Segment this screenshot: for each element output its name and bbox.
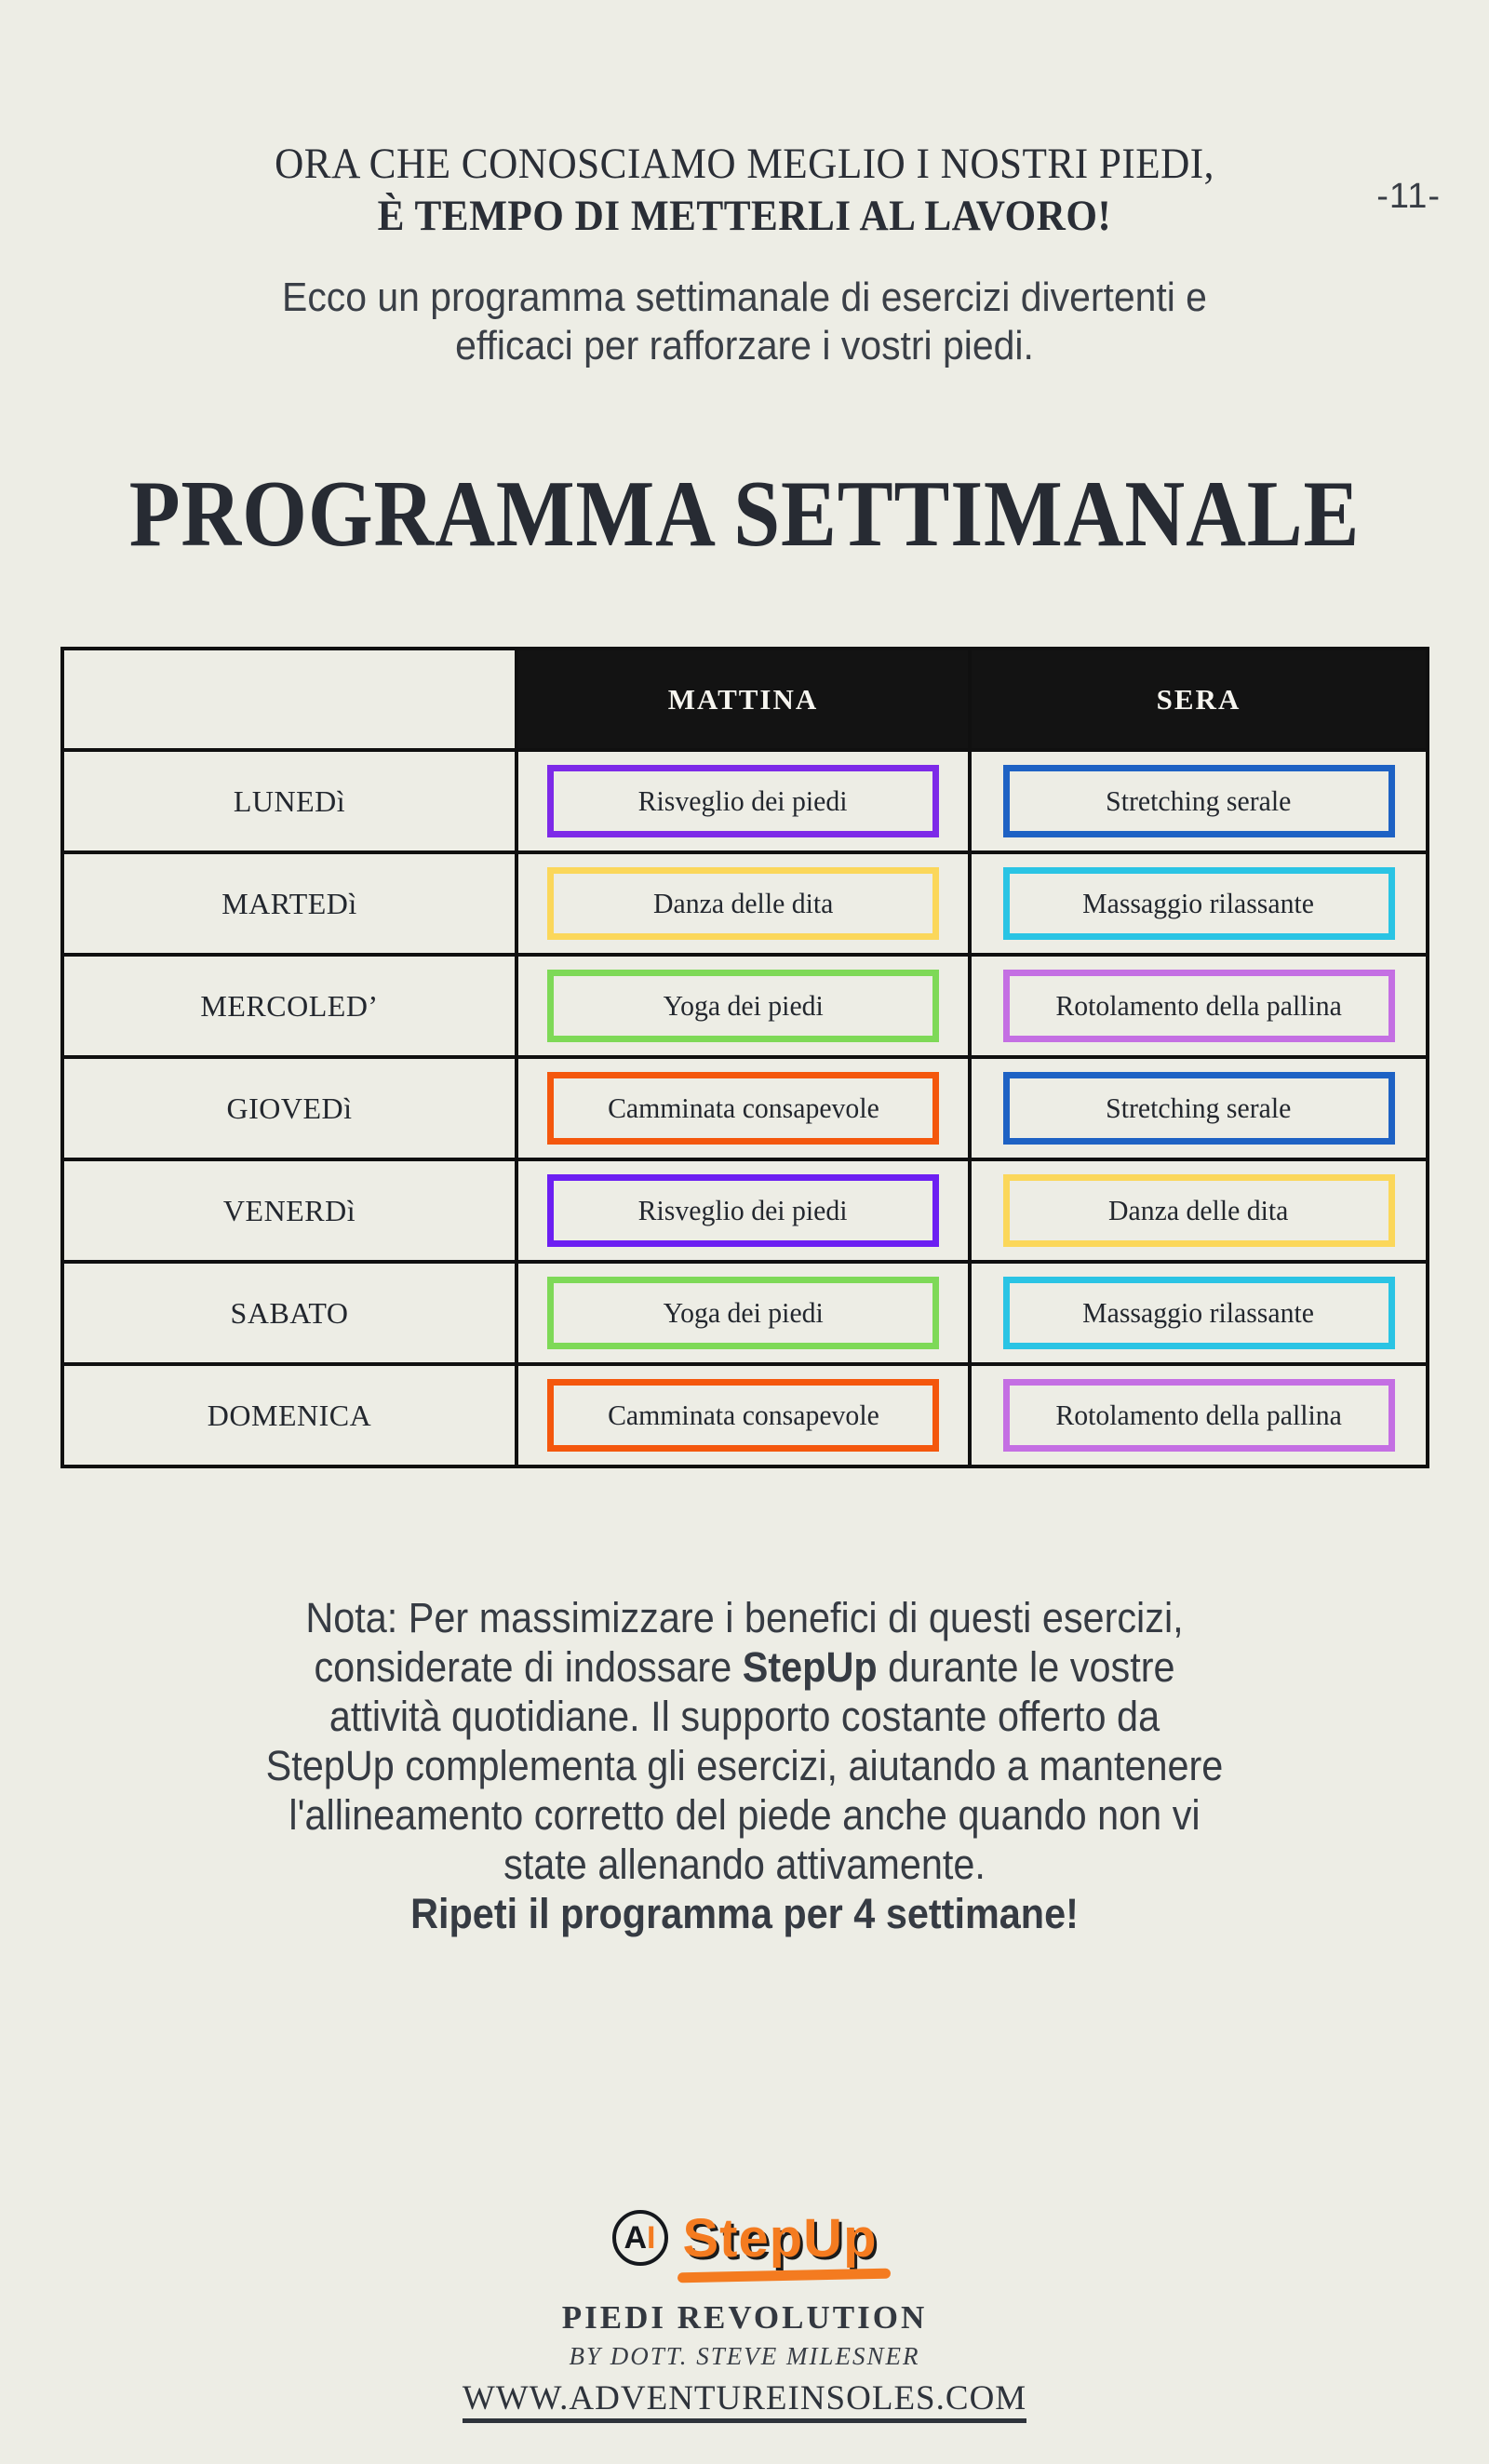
page-title: PROGRAMMA SETTIMANALE <box>128 462 1361 567</box>
note-line2-post: durante le vostre <box>877 1643 1175 1691</box>
brand-underline-stroke-icon <box>677 2268 890 2283</box>
exercise-pill <box>1003 765 1395 837</box>
exercise-label: Rotolamento della pallina <box>1055 989 1342 1022</box>
note-line2-pre: considerate di indossare <box>314 1643 743 1691</box>
morning-slot <box>516 852 970 955</box>
logo-letter-a: A <box>624 2219 648 2256</box>
note-line6: state allenando attivamente. <box>503 1841 986 1888</box>
note-line5: l'allineamento corretto del piede anche quando non vi <box>288 1791 1201 1839</box>
intro-body-line1: Ecco un programma settimanale di esercizi divertenti e <box>282 275 1207 320</box>
exercise-label: Stretching serale <box>1106 1091 1292 1124</box>
note-line3: attività quotidiane. Il supporto costante offerto da <box>329 1693 1160 1740</box>
evening-slot <box>970 1057 1428 1159</box>
day-label: MARTEDì <box>62 852 516 955</box>
morning-slot <box>516 1364 970 1466</box>
table-row-lunedi <box>62 750 1428 852</box>
day-label: LUNEDì <box>62 750 516 852</box>
website-link[interactable]: WWW.ADVENTUREINSOLES.COM <box>463 2379 1026 2423</box>
exercise-label: Danza delle dita <box>1108 1194 1289 1226</box>
exercise-label: Camminata consapevole <box>607 1091 879 1124</box>
document-page <box>0 138 1489 2464</box>
brand-logo <box>0 2201 1489 2275</box>
exercise-pill <box>547 1277 939 1349</box>
exercise-pill <box>547 1174 939 1247</box>
exercise-pill <box>1003 1277 1395 1349</box>
day-label: GIOVEDì <box>62 1057 516 1159</box>
exercise-pill <box>1003 1072 1395 1145</box>
morning-slot <box>516 750 970 852</box>
exercise-pill <box>547 970 939 1042</box>
exercise-pill <box>547 1379 939 1452</box>
intro-body-line2: efficaci per rafforzare i vostri piedi. <box>455 323 1034 368</box>
exercise-pill <box>1003 867 1395 940</box>
exercise-pill <box>1003 1379 1395 1452</box>
exercise-label: Yoga dei piedi <box>663 1296 824 1329</box>
morning-slot <box>516 955 970 1057</box>
brand-wordmark <box>683 2207 878 2270</box>
page-number: -11- <box>1376 177 1441 216</box>
brand-name: StepUp <box>682 2207 878 2269</box>
website-line <box>0 2378 1489 2418</box>
note-brand-mention: StepUp <box>742 1643 878 1691</box>
exercise-pill <box>547 867 939 940</box>
exercise-label: Risveglio dei piedi <box>638 1194 848 1226</box>
weekly-schedule-table <box>60 647 1429 1468</box>
intro-heading-line1: ORA CHE CONOSCIAMO MEGLIO I NOSTRI PIEDI, <box>275 140 1214 188</box>
table-row-sabato <box>62 1262 1428 1364</box>
day-label: MERCOLED’ <box>62 955 516 1057</box>
morning-slot <box>516 1057 970 1159</box>
table-row-domenica <box>62 1364 1428 1466</box>
exercise-label: Stretching serale <box>1106 784 1292 817</box>
day-label: VENERDì <box>62 1159 516 1262</box>
exercise-label: Camminata consapevole <box>607 1399 879 1431</box>
morning-slot <box>516 1262 970 1364</box>
intro-body <box>0 274 1489 370</box>
note-section <box>0 1593 1489 1938</box>
evening-slot <box>970 750 1428 852</box>
morning-slot <box>516 1159 970 1262</box>
exercise-label: Danza delle dita <box>652 887 834 919</box>
table-corner-cell <box>62 649 516 750</box>
exercise-pill <box>547 1072 939 1145</box>
exercise-label: Risveglio dei piedi <box>638 784 848 817</box>
table-row-martedi <box>62 852 1428 955</box>
exercise-pill <box>1003 970 1395 1042</box>
table-header-row <box>62 649 1428 750</box>
exercise-pill <box>1003 1174 1395 1247</box>
ai-circle-logo-icon <box>612 2210 668 2266</box>
evening-slot <box>970 1159 1428 1262</box>
column-header-mattina: MATTINA <box>516 649 970 750</box>
series-title: PIEDI REVOLUTION <box>561 2299 928 2336</box>
evening-slot <box>970 1364 1428 1466</box>
exercise-label: Rotolamento della pallina <box>1055 1399 1342 1431</box>
intro-section <box>0 138 1489 370</box>
note-cta-line: Ripeti il programma per 4 settimane! <box>410 1890 1079 1937</box>
intro-heading-line2: È TEMPO DI METTERLI AL LAVORO! <box>377 192 1112 240</box>
day-label: DOMENICA <box>62 1364 516 1466</box>
exercise-label: Massaggio rilassante <box>1082 1296 1315 1329</box>
column-header-sera: SERA <box>970 649 1428 750</box>
exercise-pill <box>547 765 939 837</box>
day-label: SABATO <box>62 1262 516 1364</box>
exercise-label: Massaggio rilassante <box>1082 887 1315 919</box>
note-line4: StepUp complementa gli esercizi, aiutando a mantenere <box>265 1742 1224 1789</box>
logo-letter-i: I <box>647 2219 656 2256</box>
table-row-giovedi <box>62 1057 1428 1159</box>
footer-section <box>0 2201 1489 2418</box>
evening-slot <box>970 1262 1428 1364</box>
note-line1: Nota: Per massimizzare i benefici di questi esercizi, <box>305 1594 1184 1641</box>
evening-slot <box>970 852 1428 955</box>
author-line: BY DOTT. STEVE MILESNER <box>569 2342 920 2370</box>
table-row-mercoledi <box>62 955 1428 1057</box>
evening-slot <box>970 955 1428 1057</box>
exercise-label: Yoga dei piedi <box>663 989 824 1022</box>
table-row-venerdi <box>62 1159 1428 1262</box>
note-line2 <box>60 1642 1429 1692</box>
